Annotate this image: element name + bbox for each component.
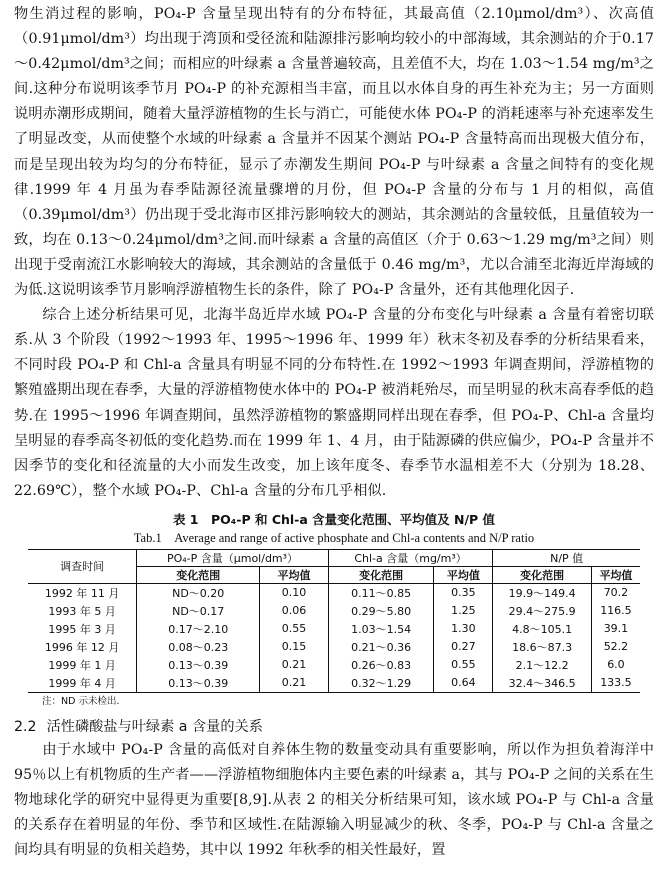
cell-np-mean: 6.0 bbox=[607, 658, 625, 672]
cell-np-range: 19.9～149.4 bbox=[493, 583, 592, 602]
cell-np-mean: 133.5 bbox=[591, 674, 640, 693]
data-table bbox=[28, 549, 640, 693]
cell-time: 1992 年 11 月 bbox=[28, 583, 137, 602]
cell-np-mean: 116.5 bbox=[600, 604, 632, 618]
table-row bbox=[28, 620, 640, 638]
table-row bbox=[28, 656, 640, 674]
subheader-range: 变化范围 bbox=[137, 566, 260, 583]
cell-chl-mean: 0.64 bbox=[434, 674, 493, 693]
cell-np-mean: 70.2 bbox=[603, 586, 629, 600]
section-paragraph: 由于水域中 PO₄-P 含量的高低对自养体生物的数量变动具有重要影响，所以作为担负着海洋中 95％以上有机物质的生产者——浮游植物细胞体内主要色素的叶绿素 a，其与 PO₄-P 之间的关系在生物地球化学的研究中显得更为重要[8,9].从表 2 的相关分析结果可知，该水域 PO₄-P 与 Chl-a 含量的关系存在着明显的年份、季节和区域性.在陆源输入明显减少的秋、冬季，PO₄-P 与 Chl-a 含量之间均具有明显的负相关趋势，其中以 1992 年秋季的相关性最好，置 bbox=[14, 741, 654, 859]
table-note: 注：ND 示未检出. bbox=[42, 695, 120, 707]
cell-po4-mean: 0.21 bbox=[260, 656, 329, 674]
cell-time: 1999 年 1 月 bbox=[28, 656, 137, 674]
subheader-mean: 平均值 bbox=[434, 566, 493, 583]
cell-np-range: 32.4～346.5 bbox=[493, 674, 592, 693]
cell-chl-range: 0.11～0.85 bbox=[328, 583, 434, 602]
cell-po4-range: 0.13～0.39 bbox=[137, 674, 260, 693]
cell-po4-range: 0.17～2.10 bbox=[137, 620, 260, 638]
col-header-chl: Chl-a 含量（mg/m³） bbox=[328, 549, 493, 566]
col-header-np: N/P 值 bbox=[493, 549, 640, 566]
subheader-range: 变化范围 bbox=[493, 566, 592, 583]
cell-time: 1996 年 12 月 bbox=[28, 638, 137, 656]
paragraph-1: 物生消过程的影响，PO₄-P 含量呈现出特有的分布特征，其最高值（2.10μmol/dm³）、次高值（0.91μmol/dm³）均出现于湾顶和受径流和陆源排污影响均较小的中部海域，其余测站的介于0.17～0.42μmol/dm³之间；而相应的叶绿素 a 含量普遍较高，且差值不大，均在 1.03～1.54 mg/m³之间.这种分布说明该季节月 PO₄-P 的补充源相当丰富，而且以水体自身的再生补充为主；另一方面则说明赤潮形成期间，随着大量浮游植物的生长与消亡，可能使水体 PO₄-P 的消耗速率与补充速率发生了明显改变，从而使整个水域的叶绿素 a 含量并不因某个测站 PO₄-P 含量特高而出现极大值分布，而是呈现出较为均匀的分布特征，显示了赤潮发生期间 PO₄-P 与叶绿素 a 含量之间特有的变化规律.1999 年 4 月虽为春季陆源径流量骤增的月份，但 PO₄-P 含量的分布与 1 月的相似，高值（0.39μmol/dm³）仍出现于受北海市区排污影响较大的测站，其余测站的含量较低，且量值较为一致，均在 0.13～0.24μmol/dm³之间.而叶绿素 a 含量的高值区（介于 0.63～1.29 mg/m³之间）则出现于受南流江水影响较大的海域，其余测站的含量低于 0.46 mg/m³，尤以合浦至北海近岸海域的为低.这说明该季节月影响浮游植物生长的条件，除了 PO₄-P 含量外，还有其他理化因子. bbox=[14, 6, 654, 299]
cell-po4-mean: 0.10 bbox=[260, 583, 329, 602]
section-number: 2.2 bbox=[14, 718, 37, 735]
cell-np-mean: 39.1 bbox=[603, 622, 629, 636]
cell-np-range: 29.4～275.9 bbox=[493, 602, 592, 620]
table-row bbox=[28, 638, 640, 656]
cell-chl-range: 0.21～0.36 bbox=[328, 638, 434, 656]
cell-time: 1995 年 3 月 bbox=[28, 620, 137, 638]
cell-po4-mean: 0.55 bbox=[260, 620, 329, 638]
cell-po4-mean: 0.15 bbox=[260, 638, 329, 656]
section-title: 活性磷酸盐与叶绿素 a 含量的关系 bbox=[46, 718, 263, 735]
cell-np-mean: 52.2 bbox=[603, 640, 629, 654]
cell-np-range: 18.6～87.3 bbox=[493, 638, 592, 656]
cell-chl-range: 0.32～1.29 bbox=[328, 674, 434, 693]
table-row bbox=[28, 602, 640, 620]
cell-chl-mean: 0.27 bbox=[434, 638, 493, 656]
cell-po4-range: ND～0.17 bbox=[137, 602, 260, 620]
cell-time: 1999 年 4 月 bbox=[28, 674, 137, 693]
table-caption bbox=[14, 510, 654, 547]
cell-np-range: 2.1～12.2 bbox=[493, 656, 592, 674]
cell-np-range: 4.8～105.1 bbox=[493, 620, 592, 638]
cell-chl-range: 0.29～5.80 bbox=[328, 602, 434, 620]
col-header-po4: PO₄-P 含量（μmol/dm³） bbox=[137, 549, 329, 566]
subheader-mean: 平均值 bbox=[260, 566, 329, 583]
table-row bbox=[28, 583, 640, 602]
cell-po4-mean: 0.21 bbox=[260, 674, 329, 693]
table-row bbox=[28, 674, 640, 693]
section-heading bbox=[14, 716, 654, 738]
subheader-mean: 平均值 bbox=[591, 566, 640, 583]
table-caption-en: Tab.1 Average and range of active phosphate and Chl-a contents and N/P ratio bbox=[133, 530, 535, 545]
cell-po4-mean: 0.06 bbox=[260, 602, 329, 620]
cell-chl-mean: 0.35 bbox=[434, 583, 493, 602]
cell-chl-mean: 1.30 bbox=[434, 620, 493, 638]
table-caption-cn: 表 1 PO₄-P 和 Chl-a 含量变化范围、平均值及 N/P 值 bbox=[172, 511, 496, 527]
cell-chl-mean: 0.55 bbox=[434, 656, 493, 674]
cell-po4-range: ND～0.20 bbox=[137, 583, 260, 602]
cell-chl-range: 1.03～1.54 bbox=[328, 620, 434, 638]
cell-chl-mean: 1.25 bbox=[434, 602, 493, 620]
cell-po4-range: 0.08～0.23 bbox=[137, 638, 260, 656]
cell-time: 1993 年 5 月 bbox=[28, 602, 137, 620]
col-header-time: 调查时间 bbox=[28, 549, 137, 583]
paragraph-2: 综合上述分析结果可见，北海半岛近岸水域 PO₄-P 含量的分布变化与叶绿素 a 含量有着密切联系.从 3 个阶段（1992～1993 年、1995～1996 年、1999 年）秋末冬初及春季的分析结果看来，不同时段 PO₄-P 和 Chl-a 含量具有明显不同的分布特性.在 1992～1993 年调查期间，浮游植物的繁殖盛期出现在春季，大量的浮游植物使水体中的 PO₄-P 被消耗殆尽，而呈明显的秋末高春季低的趋势.在 1995～1996 年调查期间，虽然浮游植物的繁盛期同样出现在春季，但 PO₄-P、Chl-a 含量均呈明显的春季高冬初低的变化趋势.而在 1999 年 1、4 月，由于陆源磷的供应偏少，PO₄-P 含量并不因季节的变化和径流量的大小而发生改变，加上该年度冬、春季节水温相差不大（分别为 18.28、22.69℃），整个水域 PO₄-P、Chl-a 含量的分布几乎相似. bbox=[14, 307, 654, 499]
cell-chl-range: 0.26～0.83 bbox=[328, 656, 434, 674]
cell-po4-range: 0.13～0.39 bbox=[137, 656, 260, 674]
subheader-range: 变化范围 bbox=[328, 566, 434, 583]
